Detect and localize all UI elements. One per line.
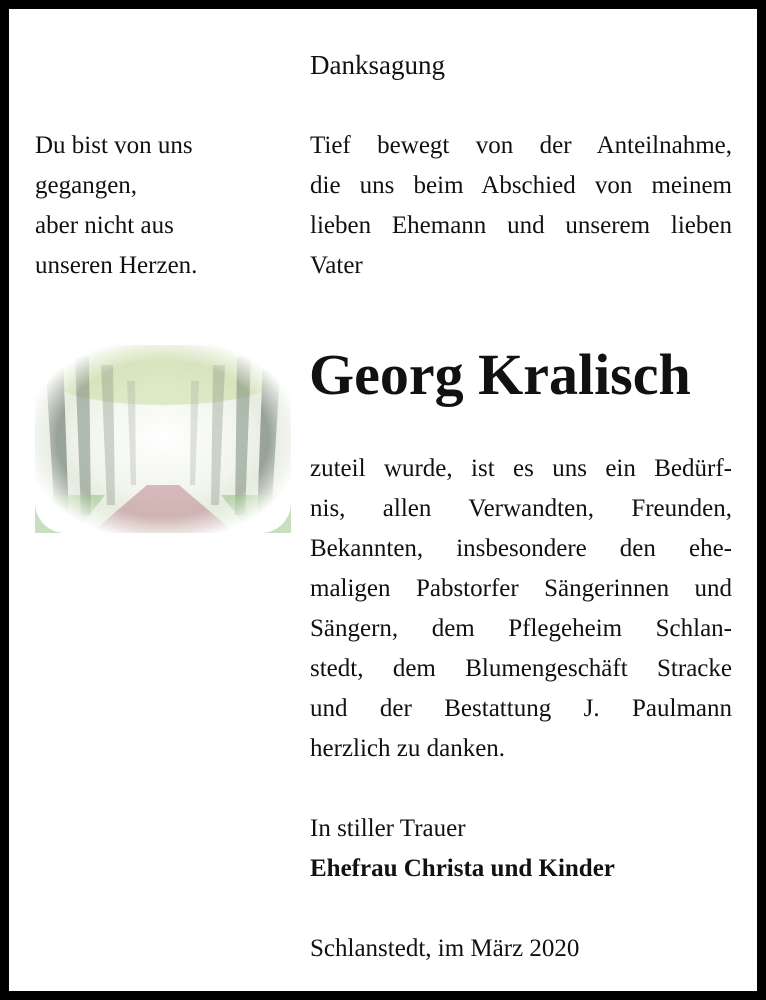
poem-line: unseren Herzen. (35, 252, 198, 279)
body-line: Bekannten, insbesondere den ehe- (310, 535, 732, 562)
body-line: und der Bestattung J. Paulmann (310, 695, 732, 722)
body-line: zuteil wurde, ist es uns ein Bedürf- (310, 455, 732, 482)
intro-text (310, 126, 732, 286)
poem-line: gegangen, (35, 172, 138, 199)
body-line: maligen Pabstorfer Sängerinnen und (310, 575, 732, 602)
poem (35, 126, 197, 286)
thanks-text (310, 449, 732, 769)
intro-line: Tief bewegt von der Anteilnahme, (310, 132, 732, 159)
body-line: herzlich zu danken. (310, 735, 506, 762)
closing-line: In stiller Trauer (310, 815, 466, 842)
deceased-name: Georg Kralisch (309, 342, 691, 407)
intro-line: Vater (310, 252, 363, 279)
intro-line: die uns beim Abschied von meinem (310, 172, 732, 199)
poem-line: aber nicht aus (35, 212, 174, 239)
intro-line: lieben Ehemann und unserem lieben (310, 212, 732, 239)
tree-alley-image (35, 345, 291, 533)
place-date: Schlanstedt, im März 2020 (310, 935, 580, 962)
signers: Ehefrau Christa und Kinder (310, 855, 615, 882)
heading-danksagung: Danksagung (310, 50, 445, 80)
body-line: Sängern, dem Pflegeheim Schlan- (310, 615, 732, 642)
body-line: nis, allen Verwandten, Freunden, (310, 495, 732, 522)
poem-line: Du bist von uns (35, 132, 193, 159)
closing (310, 809, 615, 889)
body-line: stedt, dem Blumengeschäft Stracke (310, 655, 732, 682)
obituary-card (9, 9, 757, 991)
